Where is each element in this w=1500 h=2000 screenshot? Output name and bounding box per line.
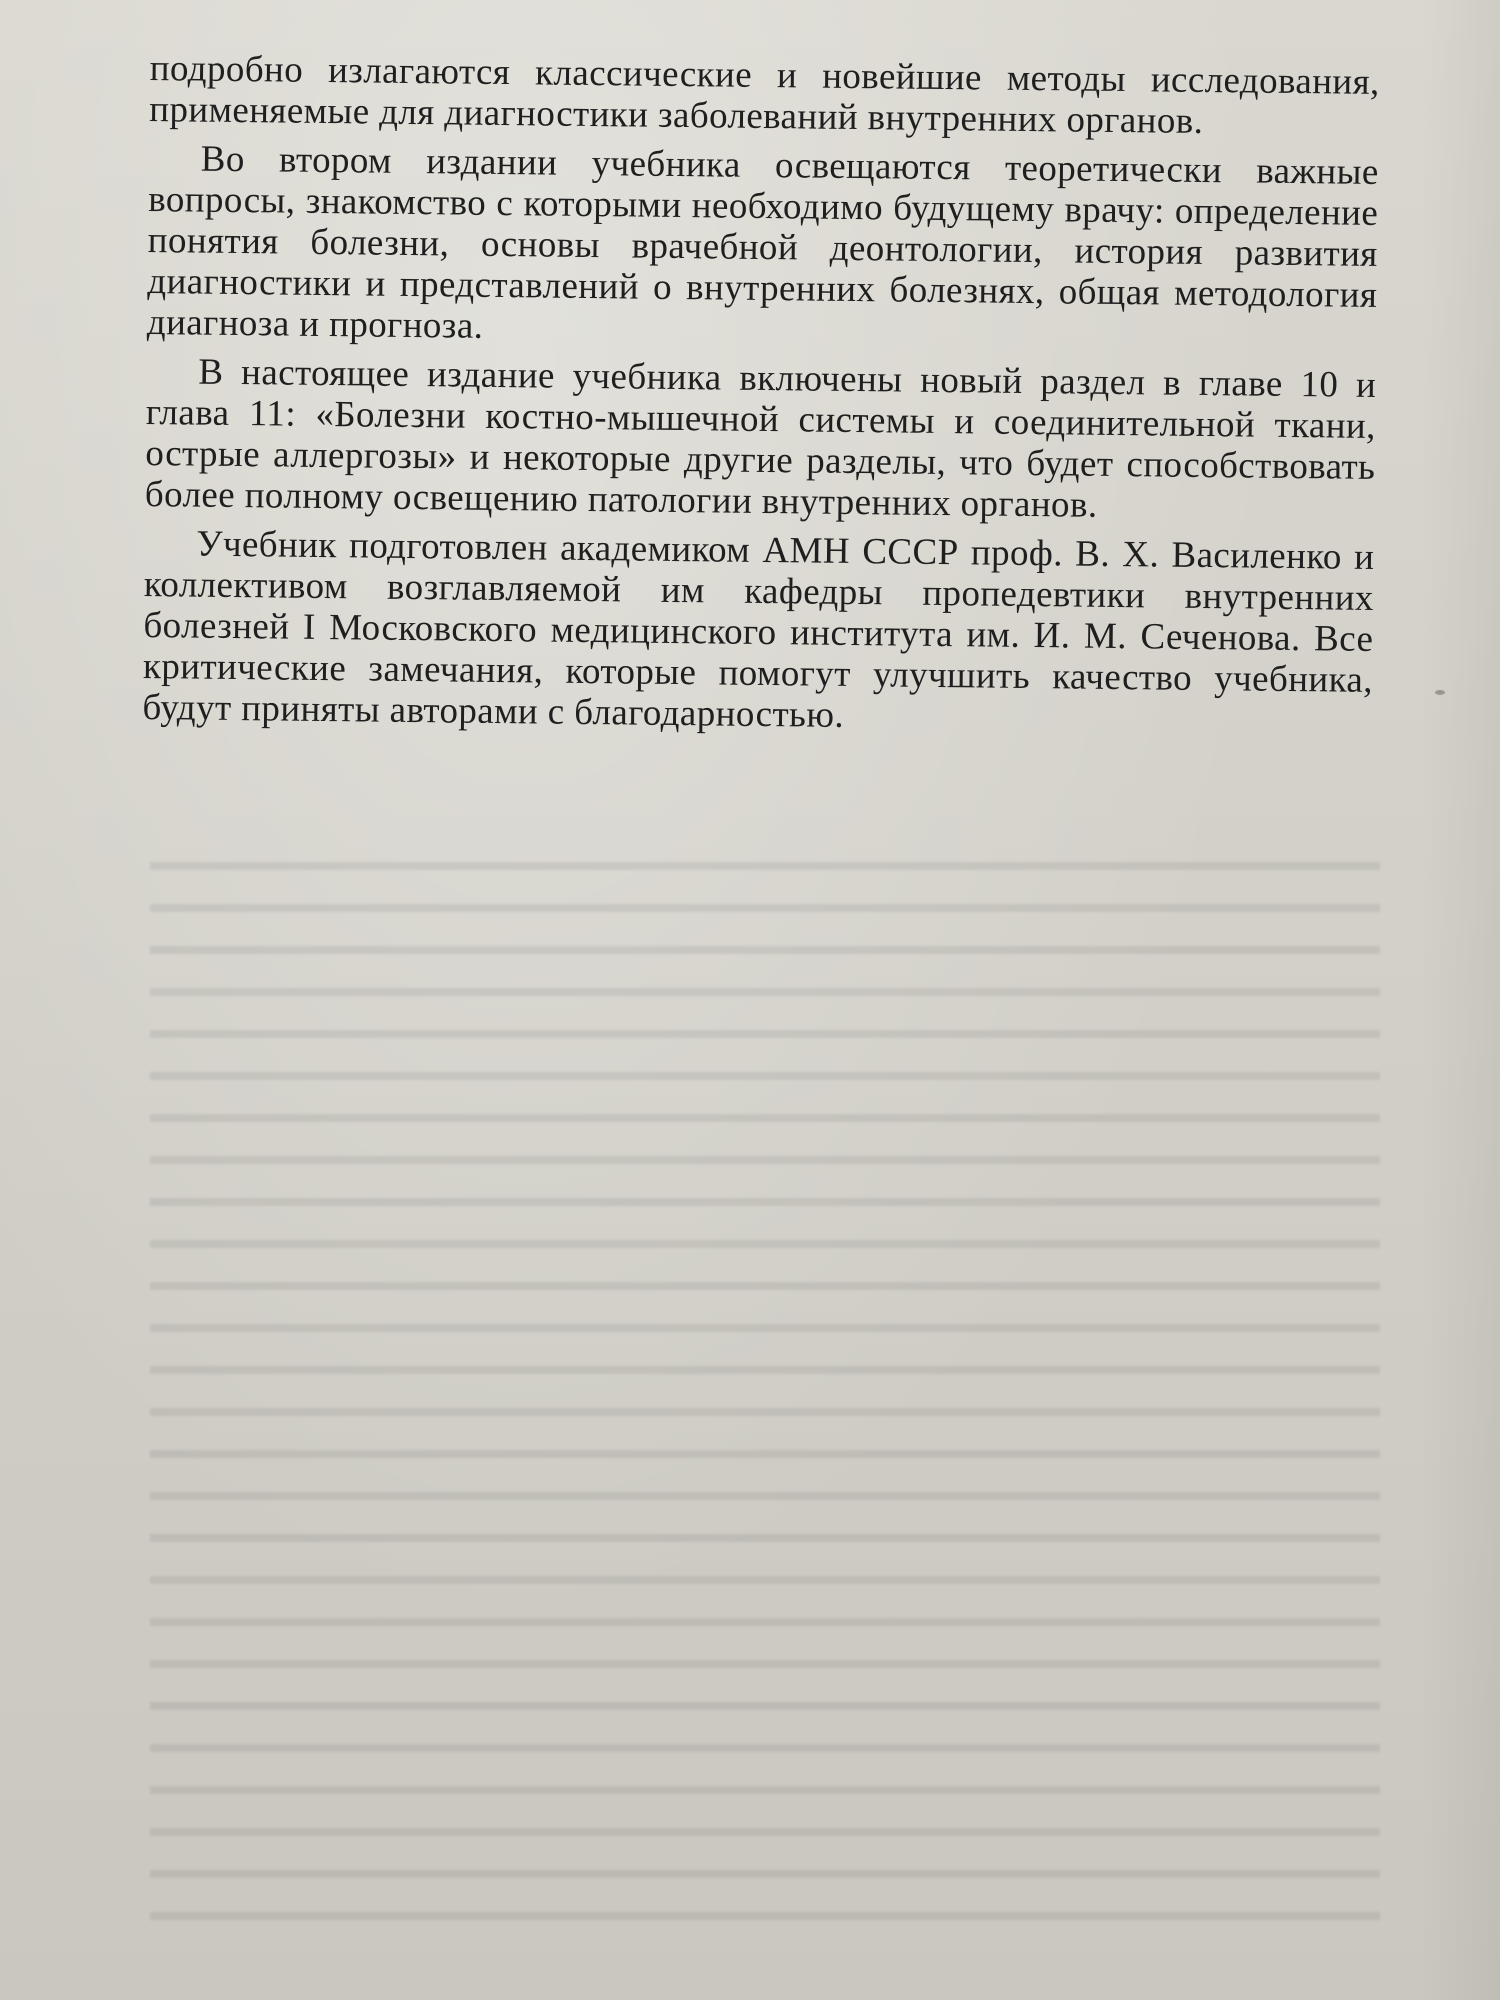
paragraph-continuation: подробно излагаются классические и новейшие методы исследования, применяемые для диагностики заболеваний внутренних органов. [149, 48, 1380, 142]
paper-speck [1435, 690, 1445, 695]
page-text-block [142, 48, 1380, 750]
paragraph-authors: Учебник подготовлен академиком АМН СССР проф. В. Х. Василенко и коллективом возглавляемой им кафедры пропедевтики внутренних болезней I Московского медицинского института им. И. М. Сеченова. Все критические замечания, которые помогут улучшить качество учебника, будут приняты авторами с благодарностью. [142, 523, 1375, 736]
show-through-text-texture [150, 840, 1380, 1940]
paragraph-current-edition: В настоящее издание учебника включены новый раздел в главе 10 и глава 11: «Болезни костно-мышечной системы и соединительной ткани, острые аллергозы» и некоторые другие разделы, что будет способствовать более полному освещению патологии внутренних органов. [144, 351, 1377, 526]
paragraph-second-edition: Во втором издании учебника освещаются теоретически важные вопросы, знакомство с которыми необходимо будущему врачу: определение понятия болезни, основы врачебной деонтологии, история развития диагностики и представлений о внутренних болезнях, общая методология диагноза и прогноза. [146, 138, 1379, 347]
